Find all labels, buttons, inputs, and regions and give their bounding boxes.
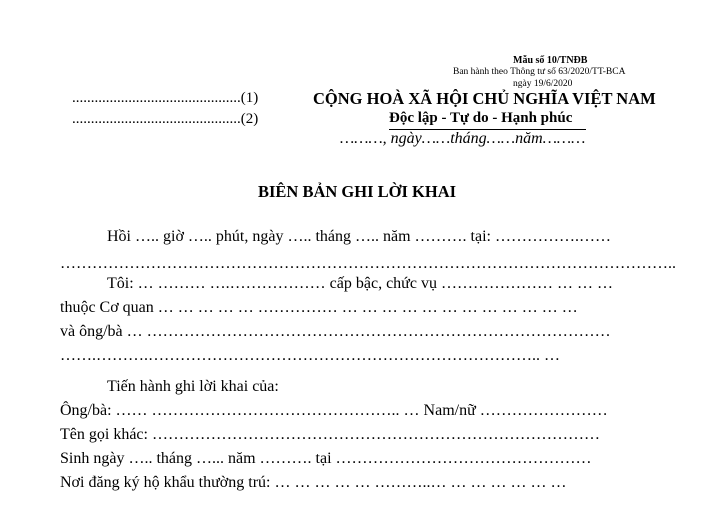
form-line-name-gender: Ông/bà: …… ……………………………………….. … Nam/nữ …………………… <box>60 402 608 419</box>
form-line-blank-2: …….……….……………………………………………………………….. … <box>60 347 560 364</box>
issued-by-text: Ban hành theo Thông tư số 63/2020/TT-BCA <box>453 67 626 77</box>
issued-date-text: ngày 19/6/2020 <box>513 79 573 89</box>
national-title: CỘNG HOÀ XÃ HỘI CHỦ NGHĨA VIỆT NAM <box>313 89 656 108</box>
form-line-witness: và ông/bà … …………………………………………………………………………… <box>60 323 611 340</box>
motto: Độc lập - Tự do - Hạnh phúc <box>389 110 573 126</box>
place-date-line: ………, ngày……tháng……năm……… <box>340 130 586 147</box>
form-line-time-place: Hồi ….. giờ ….. phút, ngày ….. tháng ….. năm ………. tại: …………….…… <box>107 228 611 245</box>
form-line-residence: Nơi đăng ký hộ khẩu thường trú: … … … … … ………..… … … … … … … <box>60 474 567 491</box>
document-title: BIÊN BẢN GHI LỜI KHAI <box>258 182 457 201</box>
agency-line-1: .............................................(1) <box>72 90 259 106</box>
agency-line-2: .............................................(2) <box>72 111 259 127</box>
form-line-birth: Sinh ngày ….. tháng …... năm ………. tại ………………………………………… <box>60 450 592 467</box>
form-line-agency: thuộc Cơ quan … … … … … …………… … … … … … … … … … … … … <box>60 299 578 316</box>
form-line-blank: …………………………………………………………………………………………………….. <box>60 255 676 272</box>
form-line-intro: Tiến hành ghi lời khai của: <box>107 378 279 395</box>
form-line-officer: Tôi: … ……… ….……………… cấp bậc, chức vụ ………………… … … … <box>107 275 613 292</box>
form-code: Mẫu số 10/TNĐB <box>513 55 588 66</box>
form-line-alias: Tên gọi khác: ………………………………………………………………………… <box>60 426 600 443</box>
